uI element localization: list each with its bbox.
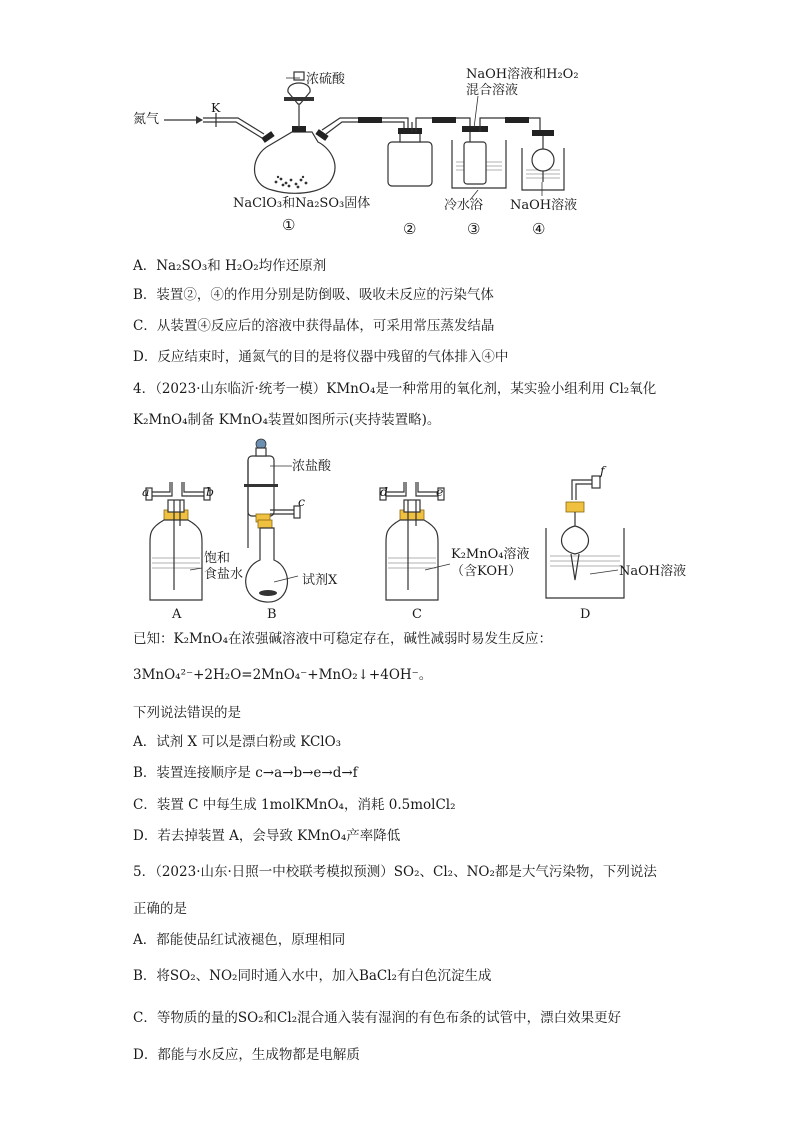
naoh-h2o2-label-2: 混合溶液 [466, 83, 519, 98]
figure-2-drawing [0, 430, 794, 630]
q4-equation: 3MnO₄²⁻+2H₂O=2MnO₄⁻+MnO₂↓+4OH⁻。 [133, 667, 433, 683]
apparatus-1-label: ① [282, 216, 296, 234]
q5-option-d: D．都能与水反应，生成物都是电解质 [133, 1047, 360, 1063]
port-d-label: d [380, 484, 389, 499]
nitrogen-label: 氮气 [133, 112, 160, 127]
q4-option-d: D．若去掉装置 A，会导致 KMnO₄产率降低 [133, 828, 401, 844]
port-f-label: f [600, 463, 605, 478]
saturated-brine-label-1: 饱和 [204, 551, 231, 566]
cold-bath-label: 冷水浴 [444, 198, 484, 213]
port-c-label: c [298, 494, 306, 509]
q4-option-b: B．装置连接顺序是 c→a→b→e→d→f [133, 765, 358, 781]
valve-k-label: K [211, 100, 221, 115]
q5-stem-line-2: 正确的是 [133, 901, 187, 917]
solid-label: NaClO₃和Na₂SO₃固体 [233, 196, 371, 211]
port-b-label: b [206, 484, 215, 499]
q4-stem-line-2: K₂MnO₄制备 KMnO₄装置如图所示(夹持装置略)。 [133, 412, 441, 428]
k2mno4-label-2: （含KOH） [451, 564, 522, 579]
q5-option-b: B．将SO₂、NO₂同时通入水中，加入BaCl₂有白色沉淀生成 [133, 968, 492, 984]
q5-option-c: C．等物质的量的SO₂和Cl₂混合通入装有湿润的有色布条的试管中，漂白效果更好 [133, 1010, 622, 1026]
figure-1-drawing [0, 0, 794, 240]
naoh-label: NaOH溶液 [619, 564, 687, 579]
apparatus-2-label: ② [403, 220, 417, 238]
q5-option-a: A．都能使品红试液褪色，原理相同 [133, 932, 346, 948]
k2mno4-label-1: K₂MnO₄溶液 [451, 547, 530, 562]
q4-known: 已知：K₂MnO₄在浓强碱溶液中可稳定存在，碱性减弱时易发生反应： [133, 631, 552, 647]
q3-option-a: A．Na₂SO₃和 H₂O₂均作还原剂 [133, 258, 327, 274]
apparatus-c-label: C [412, 607, 422, 622]
q4-option-c: C．装置 C 中每生成 1molKMnO₄，消耗 0.5molCl₂ [133, 797, 456, 813]
q4-stem-line-1: 4．（2023·山东临沂·统考一模）KMnO₄是一种常用的氧化剂，某实验小组利用 Cl₂氧化 [133, 381, 657, 397]
conc-sulfuric-label: 浓硫酸 [306, 72, 346, 87]
naoh-solution-label: NaOH溶液 [510, 198, 578, 213]
naoh-h2o2-label-1: NaOH溶液和H₂O₂ [466, 67, 579, 82]
apparatus-3-label: ③ [467, 220, 481, 238]
q3-option-c: C．从装置④反应后的溶液中获得晶体，可采用常压蒸发结晶 [133, 318, 495, 334]
apparatus-d-label: D [580, 607, 591, 622]
q3-option-d: D．反应结束时，通氮气的目的是将仪器中残留的气体排入④中 [133, 349, 509, 365]
q4-option-a: A．试剂 X 可以是漂白粉或 KClO₃ [133, 734, 342, 750]
saturated-brine-label-2: 食盐水 [204, 567, 244, 582]
reagent-x-label: 试剂X [302, 573, 338, 588]
apparatus-b-label: B [267, 607, 277, 622]
q5-stem-line-1: 5．（2023·山东·日照一中校联考模拟预测）SO₂、Cl₂、NO₂都是大气污染物，下列说法 [133, 864, 657, 880]
port-a-label: a [142, 484, 150, 499]
q4-question: 下列说法错误的是 [133, 705, 241, 721]
q3-option-b: B．装置②，④的作用分别是防倒吸、吸收未反应的污染气体 [133, 287, 494, 303]
apparatus-4-label: ④ [532, 220, 546, 238]
port-e-label: e [436, 484, 444, 499]
conc-hcl-label: 浓盐酸 [292, 459, 332, 474]
apparatus-a-label: A [172, 607, 182, 622]
